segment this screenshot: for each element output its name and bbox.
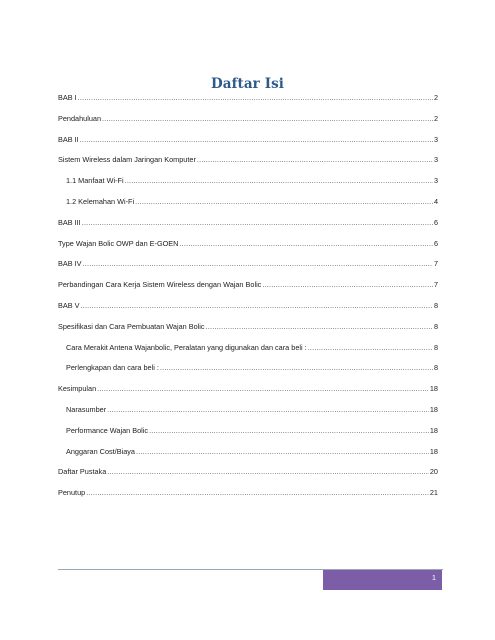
toc-leader-dots (102, 113, 433, 124)
toc-entry-label: BAB I (58, 93, 77, 102)
toc-entry-label: Daftar Pustaka (58, 467, 107, 477)
toc-leader-dots (78, 92, 433, 103)
toc-entry-label: Type Wajan Bolic OWP dan E-GOEN (58, 238, 179, 248)
toc-entry-label: BAB V (58, 300, 80, 310)
toc-entry[interactable] (58, 300, 438, 321)
toc-leader-dots (82, 217, 433, 228)
toc-entry-label: Perlengkapan dan cara beli : (66, 363, 159, 373)
toc-leader-dots (107, 466, 429, 477)
toc-leader-dots (262, 279, 433, 290)
toc-entry-label: 1.1 Manfaat Wi-Fi (66, 176, 124, 186)
toc-entry[interactable] (58, 446, 438, 467)
toc-leader-dots (97, 383, 429, 394)
toc-entry-page: 3 (433, 155, 438, 165)
toc-entry-page: 3 (433, 176, 438, 186)
toc-entry[interactable] (58, 404, 438, 425)
toc-entry[interactable] (58, 383, 438, 404)
toc-entry[interactable] (58, 175, 438, 196)
toc-entry-label: Anggaran Cost/Biaya (66, 446, 135, 456)
toc-entry-page: 20 (429, 467, 438, 477)
toc-entry-page: 6 (433, 217, 438, 227)
toc-entry-label: 1.2 Kelemahan Wi-Fi (66, 196, 135, 206)
toc-entry[interactable] (58, 134, 438, 155)
toc-leader-dots (160, 362, 433, 373)
table-of-contents (58, 92, 438, 508)
footer-page-box (323, 570, 442, 590)
toc-leader-dots (179, 238, 432, 249)
toc-entry[interactable] (58, 113, 438, 134)
toc-title: Daftar Isi (210, 76, 285, 92)
toc-entry-label: Narasumber (66, 404, 107, 414)
toc-entry-page: 21 (429, 488, 438, 498)
toc-entry-page: 8 (433, 363, 438, 373)
toc-entry-label: BAB III (58, 217, 81, 227)
toc-leader-dots (83, 258, 433, 269)
toc-leader-dots (308, 342, 433, 353)
toc-entry-page: 3 (433, 134, 438, 144)
toc-entry-page: 2 (433, 93, 438, 102)
toc-entry-page: 6 (433, 238, 438, 248)
toc-entry-label: Spesifikasi dan Cara Pembuatan Wajan Bolic (58, 321, 205, 331)
toc-entry-label: Penutup (58, 488, 86, 498)
toc-entry-label: Perbandingan Cara Kerja Sistem Wireless dengan Wajan Bolic (58, 280, 262, 290)
page-number: 1 (431, 573, 436, 582)
toc-entry-label: BAB II (58, 134, 79, 144)
toc-entry[interactable] (58, 321, 438, 342)
toc-leader-dots (136, 446, 429, 457)
toc-entry-page: 7 (433, 259, 438, 269)
toc-entry[interactable] (58, 238, 438, 259)
toc-entry[interactable] (58, 362, 438, 383)
toc-entry-page: 4 (433, 196, 438, 206)
toc-entry[interactable] (58, 342, 438, 363)
toc-entry-label: Pendahuluan (58, 113, 102, 123)
toc-entry[interactable] (58, 487, 438, 508)
toc-entry[interactable] (58, 154, 438, 175)
toc-entry-label: Sistem Wireless dalam Jaringan Komputer (58, 155, 196, 165)
toc-leader-dots (149, 425, 429, 436)
toc-leader-dots (81, 300, 433, 311)
toc-entry-page: 8 (433, 321, 438, 331)
toc-leader-dots (135, 196, 433, 207)
toc-entry[interactable] (58, 258, 438, 279)
toc-entry-page: 18 (429, 404, 438, 414)
toc-entry-label: Cara Merakit Antena Wajanbolic, Peralatan yang digunakan dan cara beli : (66, 342, 307, 352)
toc-entry[interactable] (58, 92, 438, 113)
toc-entry-page: 18 (429, 425, 438, 435)
toc-entry-page: 8 (433, 300, 438, 310)
toc-leader-dots (125, 175, 433, 186)
toc-entry[interactable] (58, 279, 438, 300)
toc-entry[interactable] (58, 466, 438, 487)
toc-entry-label: BAB IV (58, 259, 82, 269)
toc-entry-page: 7 (433, 280, 438, 290)
toc-entry-page: 18 (429, 384, 438, 394)
toc-entry[interactable] (58, 217, 438, 238)
toc-leader-dots (197, 154, 433, 165)
toc-entry-label: Kesimpulan (58, 384, 97, 394)
toc-leader-dots (107, 404, 429, 415)
toc-entry[interactable] (58, 425, 438, 446)
toc-leader-dots (206, 321, 433, 332)
toc-entry-page: 2 (433, 113, 438, 123)
toc-entry-page: 8 (433, 342, 438, 352)
toc-entry[interactable] (58, 196, 438, 217)
toc-entry-page: 18 (429, 446, 438, 456)
toc-leader-dots (80, 134, 433, 145)
toc-leader-dots (86, 487, 429, 498)
toc-entry-label: Performance Wajan Bolic (66, 425, 149, 435)
